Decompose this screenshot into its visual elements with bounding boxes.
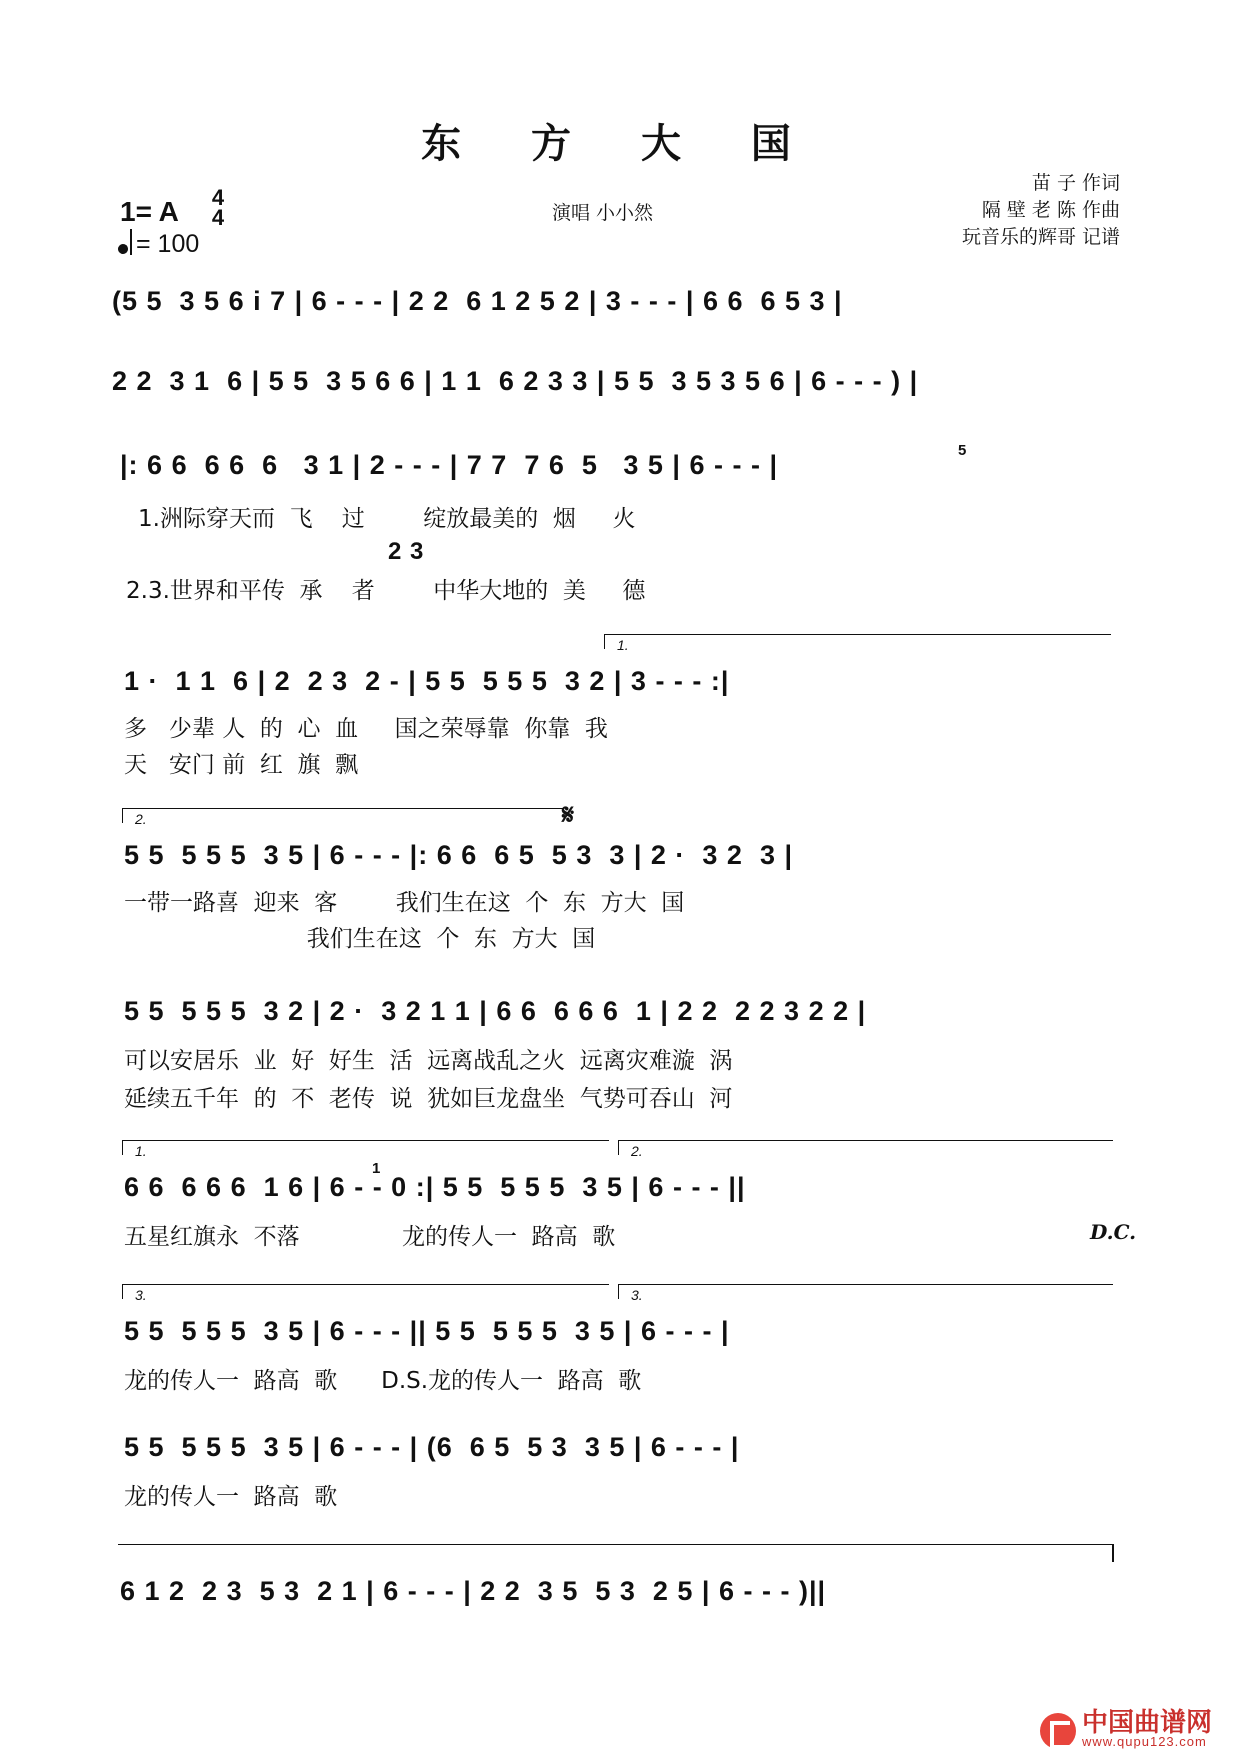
tempo-value: = 100 (136, 230, 200, 258)
alt-notes: 2 3 (388, 538, 425, 565)
staff-row-10: 6 1 2 2 3 5 3 2 1 | 6 - - - | 2 2 3 5 5 3 2 5 | 6 - - - )|| (120, 1576, 827, 1606)
volta-1-bracket (604, 634, 1111, 653)
staff-row-7: 6 6 6 6 6 1 6 | 6 - - 0 :| 5 5 5 5 5 3 5 | 6 - - - || (124, 1172, 746, 1202)
watermark-logo-icon (1040, 1713, 1076, 1749)
lyricist-credit: 苗 子 作词 (1031, 172, 1120, 194)
time-denominator: 4 (211, 205, 225, 230)
lyrics-row-6-verse-2: 延续五千年 的 不 老传 说 犹如巨龙盘坐 气势可吞山 河 (124, 1086, 733, 1112)
volta-3-bracket-b (618, 1284, 1113, 1303)
staff-row-2: 2 2 3 1 6 | 5 5 3 5 6 6 | 1 1 6 2 3 3 | 5 5 3 5 3 5 6 | 6 - - - ) | (112, 366, 919, 396)
system-line-end (1112, 1544, 1114, 1562)
watermark-text-block (1081, 1708, 1212, 1749)
system-line (118, 1544, 1112, 1545)
tempo-marking (118, 230, 199, 259)
watermark-url: www.qupu123.com (1081, 1734, 1207, 1749)
lyrics-row-5-verse-1: 一带一路喜 迎来 客 我们生在这 个 东 方大 国 (124, 890, 685, 916)
lyrics-row-6-verse-1: 可以安居乐 业 好 好生 活 远离战乱之火 远离灾难漩 涡 (124, 1048, 733, 1074)
volta-label: 1. (135, 1143, 147, 1159)
key-signature: 1= A (120, 196, 179, 227)
time-signature (206, 185, 230, 230)
volta-label: 2. (631, 1143, 643, 1159)
volta-3-bracket (122, 1284, 609, 1303)
volta-label: 3. (135, 1287, 147, 1303)
staff-row-8: 5 5 5 5 5 3 5 | 6 - - - || 5 5 5 5 5 3 5 | 6 - - - | (124, 1316, 730, 1346)
site-watermark (1040, 1708, 1212, 1749)
staff-row-5: 5 5 5 5 5 3 5 | 6 - - - |: 6 6 6 5 5 3 3 | 2 · 3 2 3 | (124, 840, 794, 870)
transcriber-credit: 玩音乐的辉哥 记谱 (961, 226, 1120, 248)
grace-note: 5 (958, 442, 967, 459)
dc-marking: D.C. (1090, 1220, 1137, 1244)
staff-row-1: (5 5 3 5 6 i 7 | 6 - - - | 2 2 6 1 2 5 2 | 3 - - - | 6 6 6 5 3 | (112, 286, 843, 316)
volta-2-bracket-b (618, 1140, 1113, 1159)
volta-label: 2. (135, 811, 147, 827)
note-stem (130, 229, 132, 255)
lyrics-row-3-verse-2: 2.3.世界和平传 承 者 中华大地的 美 德 (126, 578, 646, 604)
volta-label: 1. (617, 637, 629, 653)
volta-1-bracket-b (122, 1140, 609, 1159)
lyrics-row-9: 龙的传人一 路高 歌 (124, 1484, 338, 1510)
lyrics-row-4-verse-2: 天 安门 前 红 旗 飘 (124, 752, 359, 778)
staff-row-6: 5 5 5 5 5 3 2 | 2 · 3 2 1 1 | 6 6 6 6 6 1 | 2 2 2 2 3 2 2 | (124, 996, 867, 1026)
composer-credit: 隔 壁 老 陈 作曲 (981, 199, 1120, 221)
quarter-note-icon (116, 242, 129, 255)
volta-2-bracket (122, 808, 563, 827)
segno-icon: 𝄋 (562, 798, 575, 831)
staff-row-3: |: 6 6 6 6 6 3 1 | 2 - - - | 7 7 7 6 5 3 5 | 6 - - - | (120, 450, 779, 480)
lyrics-row-3-verse-1: 1.洲际穿天而 飞 过 绽放最美的 烟 火 (138, 506, 636, 532)
staff-row-4: 1 · 1 1 6 | 2 2 3 2 - | 5 5 5 5 5 3 2 | 3 - - - :| (124, 666, 730, 696)
watermark-name: 中国曲谱网 (1081, 1708, 1212, 1738)
lyrics-row-5-verse-2: 我们生在这 个 东 方大 国 (124, 926, 596, 952)
volta-label: 3. (631, 1287, 643, 1303)
lyrics-row-7: 五星红旗永 不落 龙的传人一 路高 歌 (124, 1224, 616, 1250)
lyrics-row-4-verse-1: 多 少辈 人 的 心 血 国之荣辱靠 你靠 我 (124, 716, 608, 742)
lyrics-row-8: 龙的传人一 路高 歌 D.S.龙的传人一 路高 歌 (124, 1368, 642, 1394)
song-title: 东 方 大 国 (421, 120, 819, 167)
time-numerator: 4 (211, 185, 225, 210)
singer-credit: 演唱 小小然 (552, 202, 654, 224)
credits-block (900, 170, 1120, 251)
staff-row-9: 5 5 5 5 5 3 5 | 6 - - - | (6 6 5 5 3 3 5 | 6 - - - | (124, 1432, 740, 1462)
grace-note-b: 1 (372, 1160, 381, 1177)
